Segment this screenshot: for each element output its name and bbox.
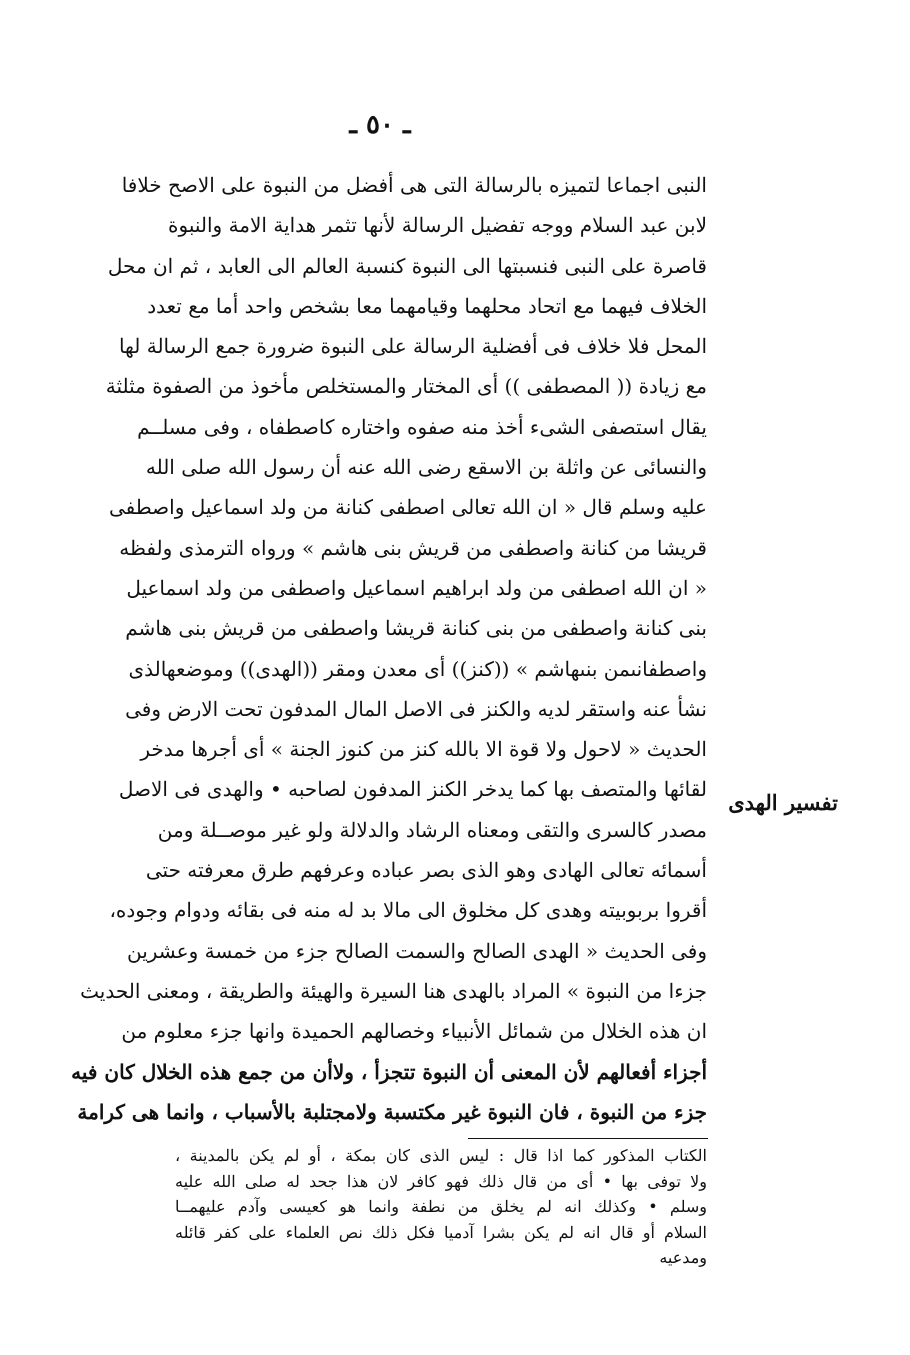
text-line: مع زيادة (( المصطفى )) أى المختار والمستخلص مأخوذ من الصفوة مثلثة: [105, 374, 707, 399]
text-line: لقائها والمتصف بها كما يدخر الكنز المدفون لصاحبه • والهدى فى الاصل: [118, 777, 707, 802]
footnote-line: السلام أو قال انه لم يكن بشرا آدميا فكل ذلك نص العلماء على كفر قائله: [175, 1222, 707, 1242]
text-line: النبى اجماعا لتميزه بالرسالة التى هى أفضل من النبوة على الاصح خلافا: [121, 173, 707, 197]
text-line: قاصرة على النبى فنسبتها الى النبوة كنسبة العالم الى العابد ، ثم ان محل: [107, 253, 707, 278]
text-line: أسمائه تعالى الهادى وهو الذى بصر عباده وعرفهم طرق معرفته حتى: [145, 858, 707, 883]
text-line: ان هذه الخلال من شمائل الأنبياء وخصالهم الحميدة وانها جزء معلوم من: [121, 1019, 707, 1044]
text-line: أجزاء أفعالهم لأن المعنى أن النبوة تتجزأ ، ولاأن من جمع هذه الخلال كان فيه: [71, 1059, 707, 1084]
footnote-divider: [468, 1138, 708, 1139]
footnotes: [175, 1143, 707, 1271]
text-line: « ان الله اصطفى من ولد ابراهيم اسماعيل واصطفى من ولد اسماعيل: [126, 575, 707, 600]
text-line: المحل فلا خلاف فى أفضلية الرسالة على النبوة ضرورة جمع الرسالة لها: [118, 334, 707, 359]
text-line: الحديث « لاحول ولا قوة الا بالله كنز من كنوز الجنة » أى أجرها مدخر: [140, 737, 707, 762]
text-line: نشأ عنه واستقر لديه والكنز فى الاصل المال المدفون تحت الارض وفى: [125, 696, 707, 721]
text-line: عليه وسلم قال « ان الله تعالى اصطفى كنانة من ولد اسماعيل واصطفى: [108, 495, 707, 520]
text-line: الخلاف فيهما مع اتحاد محلهما وقيامهما معا بشخص واحد أما مع تعدد: [147, 293, 707, 318]
text-line: أقروا بربوبيته وهدى كل مخلوق الى مالا بد له منه فى بقائه ودوام وجوده،: [109, 898, 707, 923]
text-line: بنى كنانة واصطفى من بنى كنانة قريشا واصطفى من قريش بنى هاشم: [125, 616, 707, 641]
footnote-line: وسلم • وكذلك انه لم يخلق من نطفة وانما هو كعيسى وآدم عليهمــا: [175, 1197, 707, 1216]
footnote-line: ومدعيه: [659, 1248, 707, 1267]
body-text: [71, 165, 707, 1132]
text-line: وفى الحديث « الهدى الصالح والسمت الصالح جزء من خمسة وعشرين: [126, 938, 707, 963]
text-line: جزء من النبوة ، فان النبوة غير مكتسبة ولامجتلبة بالأسباب ، وانما هى كرامة: [77, 1099, 707, 1124]
page-number: ـ ٥٠ ـ: [349, 110, 411, 140]
text-line: جزءا من النبوة » المراد بالهدى هنا السيرة والهيئة والطريقة ، ومعنى الحديث: [80, 978, 707, 1003]
text-line: واصطفانىمن بنىهاشم » ((كنز)) أى معدن ومقر ((الهدى)) وموضعهالذى: [128, 656, 707, 681]
text-line: مصدر كالسرى والتقى ومعناه الرشاد والدلالة ولو غير موصــلة ومن: [157, 817, 707, 842]
text-line: يقال استصفى الشىء أخذ منه صفوه واختاره كاصطفاه ، وفى مسلــم: [137, 414, 707, 439]
text-line: قريشا من كنانة واصطفى من قريش بنى هاشم » ورواه الترمذى ولفظه: [119, 535, 707, 560]
margin-note-heading: تفسير الهدى: [728, 790, 838, 815]
footnote-line: الكتاب المذكور كما اذا قال : ليس الذى كان بمكة ، أو لم يكن بالمدينة ،: [175, 1146, 707, 1165]
text-line: والنسائى عن واثلة بن الاسقع رضى الله عنه أن رسول الله صلى الله: [145, 455, 707, 480]
footnote-line: ولا توفى بها • أى من قال ذلك فهو كافر لان هذا جحد له صلى الله عليه: [175, 1171, 707, 1191]
text-line: لابن عبد السلام ووجه تفضيل الرسالة لأنها تثمر هداية الامة والنبوة: [168, 213, 707, 238]
